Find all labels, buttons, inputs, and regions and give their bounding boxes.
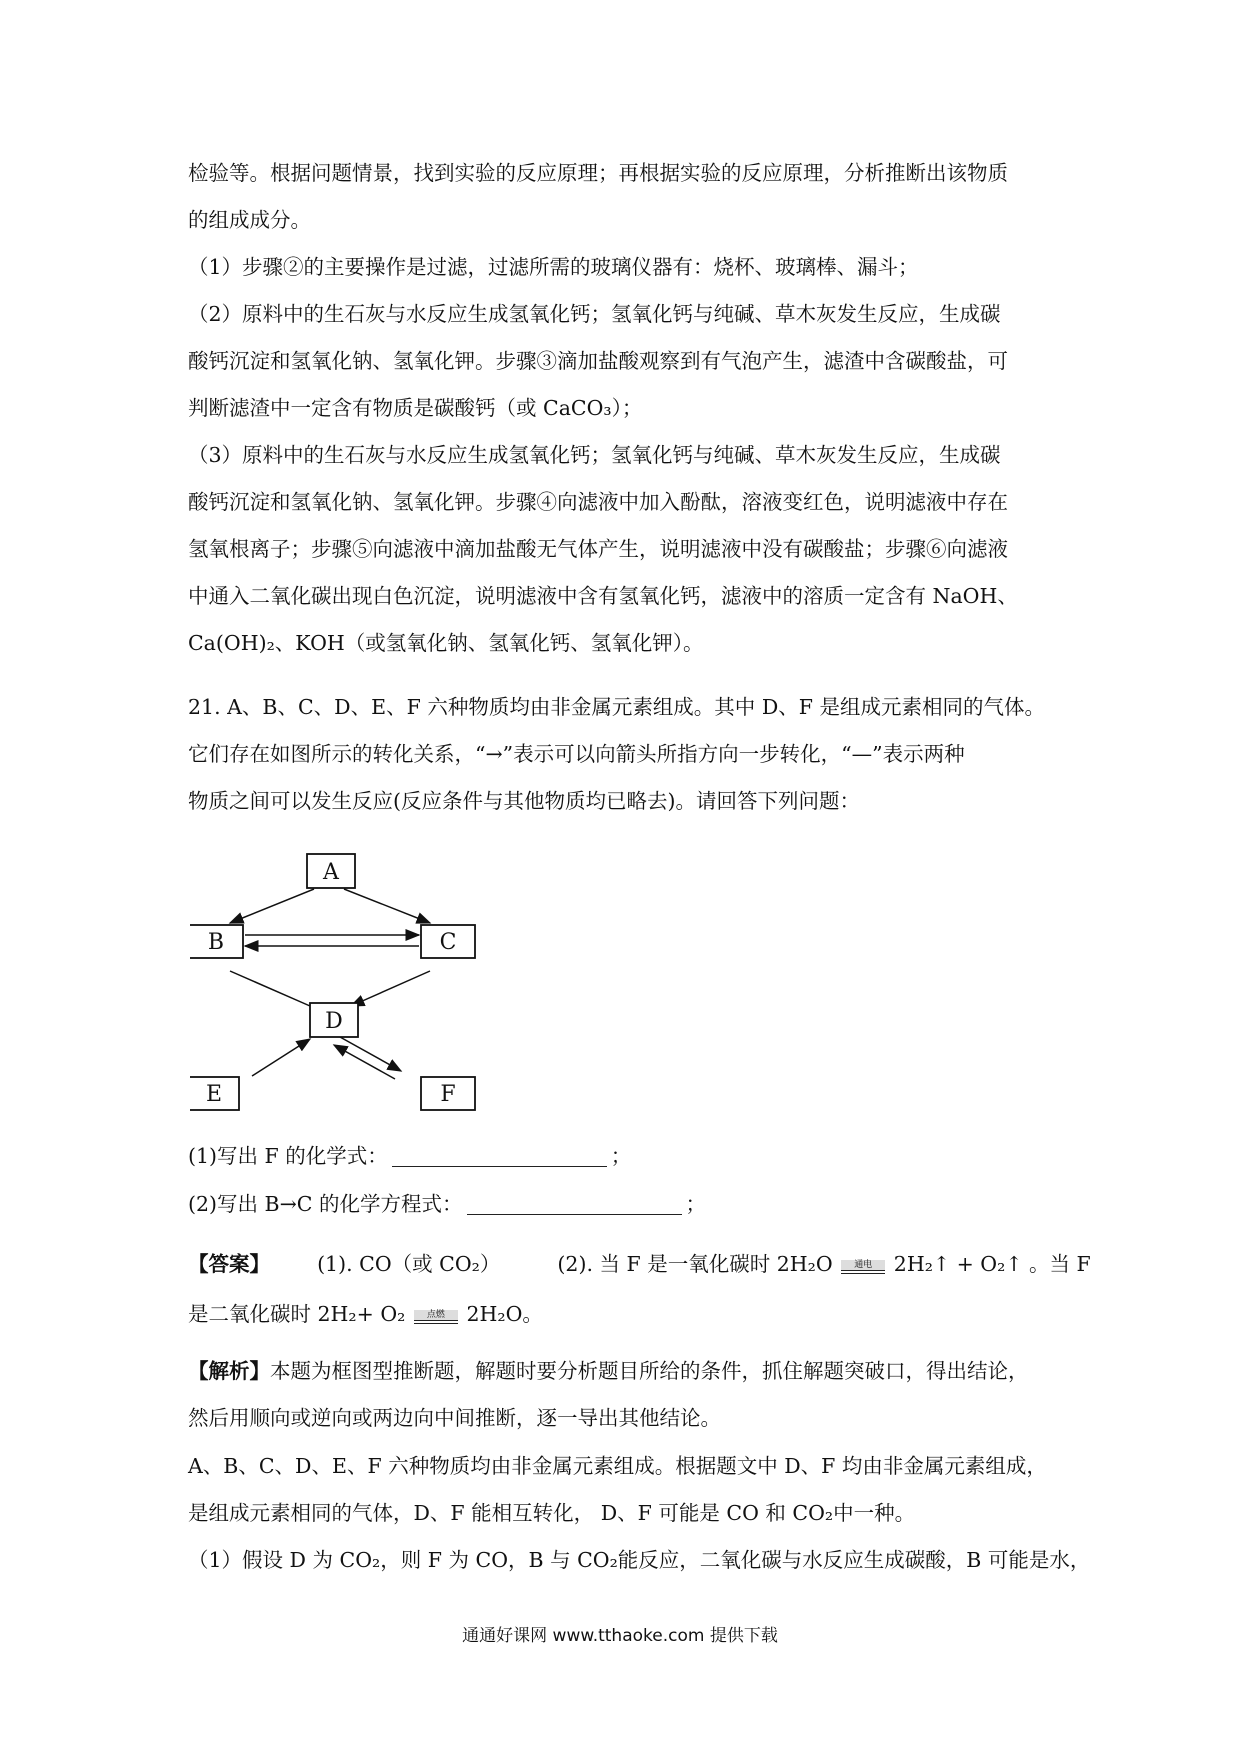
text-line: 判断滤渣中一定含有物质是碳酸钙（或 CaCO₃）； — [188, 396, 643, 420]
answer-blank-1[interactable] — [392, 1165, 607, 1167]
edge-b-d — [230, 971, 310, 1006]
node-c-label: C — [439, 930, 457, 955]
answer-part-3a: 是二氧化碳时 2H₂+ O₂ — [188, 1302, 406, 1326]
answer-part-3b: 2H₂O。 — [466, 1302, 543, 1326]
text-line: Ca(OH)₂、KOH（或氢氧化钠、氢氧化钙、氢氧化钾）。 — [188, 631, 704, 655]
answer-blank-2[interactable] — [467, 1213, 682, 1215]
edge-a-c — [344, 889, 430, 923]
analysis-line-1: 【解析】本题为框图型推断题，解题时要分析题目所给的条件，抓住解题突破口，得出结论， — [188, 1359, 1029, 1383]
text-line: （3）原料中的生石灰与水反应生成氢氧化钙；氢氧化钙与纯碱、草木灰发生反应，生成碳 — [188, 443, 1001, 467]
node-f-label: F — [440, 1082, 456, 1107]
text-line: 氢氧根离子；步骤⑤向滤液中滴加盐酸无气体产生，说明滤液中没有碳酸盐；步骤⑥向滤液 — [188, 537, 1008, 561]
text-line: 它们存在如图所示的转化关系，“→”表示可以向箭头所指方向一步转化，“—”表示两种 — [188, 742, 965, 766]
question-2-text: (2)写出 B→C 的化学方程式： — [188, 1192, 463, 1216]
answer-part-2a: (2). 当 F 是一氧化碳时 2H₂O — [557, 1252, 833, 1276]
text-line: 中通入二氧化碳出现白色沉淀，说明滤液中含有氢氧化钙，滤液中的溶质一定含有 NaOH、 — [188, 584, 1018, 608]
question-2: (2)写出 B→C 的化学方程式： ； — [188, 1192, 706, 1216]
edge-e-d — [252, 1039, 310, 1076]
page-footer: 通通好课网 www.tthaoke.com 提供下载 — [462, 1626, 778, 1646]
node-d-label: D — [325, 1009, 343, 1034]
text-line: 酸钙沉淀和氢氧化钠、氢氧化钾。步骤③滴加盐酸观察到有气泡产生，滤渣中含碳酸盐，可 — [188, 349, 1008, 373]
text-line: 检验等。根据问题情景，找到实验的反应原理；再根据实验的反应原理，分析推断出该物质 — [188, 161, 1008, 185]
answer-line-2 — [188, 1299, 1058, 1329]
question-1: (1)写出 F 的化学式： ； — [188, 1144, 632, 1168]
text-line: 的组成成分。 — [188, 208, 311, 232]
node-e-label: E — [205, 1082, 223, 1107]
edge-c-d — [351, 971, 430, 1006]
analysis-line-2: 然后用顺向或逆向或两边向中间推断，逐一导出其他结论。 — [188, 1406, 721, 1430]
answer-part-1: (1). CO（或 CO₂） — [317, 1252, 501, 1276]
analysis-line-3: A、B、C、D、E、F 六种物质均由非金属元素组成。根据题文中 D、F 均由非金属元素组成， — [188, 1454, 1047, 1478]
analysis-line-5: （1）假设 D 为 CO₂，则 F 为 CO，B 与 CO₂能反应，二氧化碳与水反应生成碳酸，B 可能是水， — [188, 1548, 1091, 1572]
question-1-text: (1)写出 F 的化学式： — [188, 1144, 388, 1168]
answer-part-2b: 2H₂↑ + O₂↑ 。当 F — [893, 1252, 1091, 1276]
node-a-label: A — [323, 860, 339, 885]
node-b-label: B — [207, 930, 225, 955]
ignition-condition: 点燃 — [414, 1310, 458, 1324]
analysis-tag: 【解析】 — [188, 1359, 270, 1383]
transformation-diagram — [190, 843, 480, 1116]
text-line: （1）步骤②的主要操作是过滤，过滤所需的玻璃仪器有：烧杯、玻璃棒、漏斗； — [188, 255, 919, 279]
text-line: 酸钙沉淀和氢氧化钠、氢氧化钾。步骤④向滤液中加入酚酞，溶液变红色，说明滤液中存在 — [188, 490, 1008, 514]
analysis-line-4: 是组成元素相同的气体，D、F 能相互转化， D、F 可能是 CO 和 CO₂中一种。 — [188, 1501, 916, 1525]
answer-line-1 — [188, 1249, 1091, 1279]
edge-a-b — [230, 889, 314, 923]
electrolysis-condition: 通电 — [841, 1260, 885, 1274]
question-21-intro: 21. A、B、C、D、E、F 六种物质均由非金属元素组成。其中 D、F 是组成元素相同的气体。 — [188, 695, 1046, 719]
text-line: 物质之间可以发生反应(反应条件与其他物质均已略去)。请回答下列问题： — [188, 789, 860, 813]
text-line: （2）原料中的生石灰与水反应生成氢氧化钙；氢氧化钙与纯碱、草木灰发生反应，生成碳 — [188, 302, 1001, 326]
answer-tag: 【答案】 — [188, 1252, 270, 1276]
